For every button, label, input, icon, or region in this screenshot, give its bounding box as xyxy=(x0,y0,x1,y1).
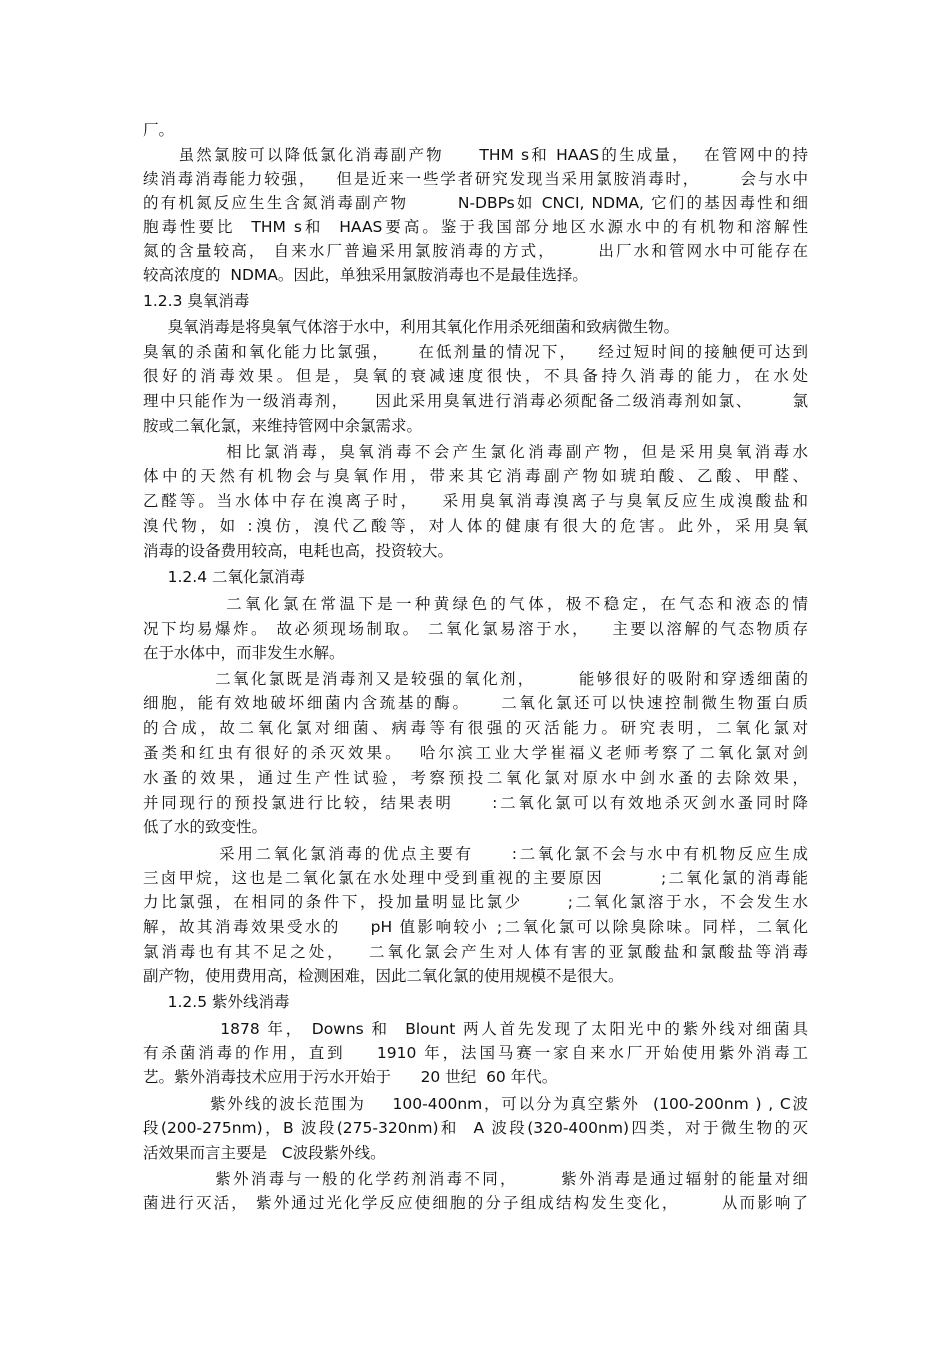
text-line: 解，故其消毒效果受水的 pH 值影响较小 ;二氧化氯可以除臭除味。同样，二氧化 xyxy=(143,918,808,936)
text-line: 较高浓度的 NDMA。因此，单独采用氯胺消毒也不是最佳选择。 xyxy=(143,266,588,284)
text-line: 虽然氯胺可以降低氯化消毒副产物 THM s和 HAAS的生成量， 在管网中的持 xyxy=(143,146,808,164)
section-heading: 1.2.5 紫外线消毒 xyxy=(143,993,290,1011)
text-line: 副产物，使用费用高，检测困难，因此二氧化氯的使用规模不是很大。 xyxy=(143,967,624,985)
text-line: 并同现行的预投氯进行比较，结果表明 :二氧化氯可以有效地杀灭剑水蚤同时降 xyxy=(143,794,808,812)
text-line: 活效果而言主要是 C波段紫外线。 xyxy=(143,1144,386,1162)
section-heading: 1.2.4 二氧化氯消毒 xyxy=(143,568,306,586)
text-line: 况下均易爆炸。 故必须现场制取。 二氧化氯易溶于水， 主要以溶解的气态物质存 xyxy=(143,620,808,638)
text-line: 在于水体中，而非发生水解。 xyxy=(143,644,345,662)
text-line: 艺。紫外消毒技术应用于污水开始于 20 世纪 60 年代。 xyxy=(143,1068,558,1086)
text-line: 臭氧消毒是将臭氧气体溶于水中，利用其氧化作用杀死细菌和致病微生物。 xyxy=(143,318,680,336)
text-line: 厂。 xyxy=(143,121,175,139)
text-line: 水蚤的效果，通过生产性试验，考察预投二氧化氯对原水中剑水蚤的去除效果， xyxy=(143,769,808,787)
text-line: 很好的消毒效果。但是，臭氧的衰减速度很快，不具备持久消毒的能力，在水处 xyxy=(143,367,808,385)
text-line: 三卤甲烷，这也是二氧化氯在水处理中受到重视的主要原因 ;二氧化氯的消毒能 xyxy=(143,869,808,887)
text-line: 蚤类和红虫有很好的杀灭效果。 哈尔滨工业大学崔福义老师考察了二氧化氯对剑 xyxy=(143,744,808,762)
text-line: 低了水的致变性。 xyxy=(143,818,268,836)
text-line: 的有机氮反应生生含氮消毒副产物 N-DBPs如 CNCI, NDMA, 它们的基因毒性和细 xyxy=(143,194,808,212)
text-line: 的合成，故二氧化氯对细菌、病毒等有很强的灭活能力。研究表明，二氧化氯对 xyxy=(143,719,808,737)
text-line: 1878 年， Downs 和 Blount 两人首先发现了太阳光中的紫外线对细菌具 xyxy=(143,1020,808,1038)
text-line: 力比氯强，在相同的条件下，投加量明显比氯少 ;二氧化氯溶于水，不会发生水 xyxy=(143,893,808,911)
text-line: 二氧化氯既是消毒剂又是较强的氧化剂， 能够很好的吸附和穿透细菌的 xyxy=(143,670,808,688)
text-line: 理中只能作为一级消毒剂， 因此采用臭氧进行消毒必须配备二级消毒剂如氯、 氯 xyxy=(143,392,808,410)
text-line: 二氧化氯在常温下是一种黄绿色的气体，极不稳定，在气态和液态的情 xyxy=(143,595,808,613)
text-line: 消毒的设备费用较高，电耗也高，投资较大。 xyxy=(143,542,454,560)
text-line: 氯消毒也有其不足之处， 二氧化氯会产生对人体有害的亚氯酸盐和氯酸盐等消毒 xyxy=(143,943,808,961)
text-line: 臭氧的杀菌和氧化能力比氯强， 在低剂量的情况下， 经过短时间的接触便可达到 xyxy=(143,343,808,361)
text-line: 氮的含量较高， 自来水厂普遍采用氯胺消毒的方式， 出厂水和管网水中可能存在 xyxy=(143,242,808,260)
text-line: 相比氯消毒，臭氧消毒不会产生氯化消毒副产物，但是采用臭氧消毒水 xyxy=(143,443,808,461)
section-heading: 1.2.3 臭氧消毒 xyxy=(143,292,250,310)
text-line: 胞毒性要比 THM s和 HAAS要高。鉴于我国部分地区水源水中的有机物和溶解性 xyxy=(143,218,808,236)
text-line: 紫外线的波长范围为 100-400nm，可以分为真空紫外 (100-200nm ) , C波 xyxy=(143,1095,808,1113)
text-line: 续消毒消毒能力较强， 但是近来一些学者研究发现当采用氯胺消毒时， 会与水中 xyxy=(143,170,808,188)
text-line: 胺或二氧化氯，来维持管网中余氯需求。 xyxy=(143,417,423,435)
text-line: 细胞，能有效地破坏细菌内含巯基的酶。 二氧化氯还可以快速控制微生物蛋白质 xyxy=(143,694,808,712)
text-line: 体中的天然有机物会与臭氧作用，带来其它消毒副产物如琥珀酸、乙酸、甲醛、 xyxy=(143,467,808,485)
text-line: 采用二氧化氯消毒的优点主要有 :二氧化氯不会与水中有机物反应生成 xyxy=(143,845,808,863)
text-line: 紫外消毒与一般的化学药剂消毒不同， 紫外消毒是通过辐射的能量对细 xyxy=(143,1170,808,1188)
text-line: 菌进行灭活， 紫外通过光化学反应使细胞的分子组成结构发生变化， 从而影响了 xyxy=(143,1194,808,1212)
text-line: 段(200-275nm)，B 波段(275-320nm)和 A 波段(320-400nm)四类，对于微生物的灭 xyxy=(143,1119,808,1137)
text-line: 乙醛等。当水体中存在溴离子时， 采用臭氧消毒溴离子与臭氧反应生成溴酸盐和 xyxy=(143,492,808,510)
text-line: 有杀菌消毒的作用，直到 1910 年，法国马赛一家自来水厂开始使用紫外消毒工 xyxy=(143,1044,808,1062)
text-line: 溴代物，如 :溴仿，溴代乙酸等，对人体的健康有很大的危害。此外，采用臭氧 xyxy=(143,517,808,535)
